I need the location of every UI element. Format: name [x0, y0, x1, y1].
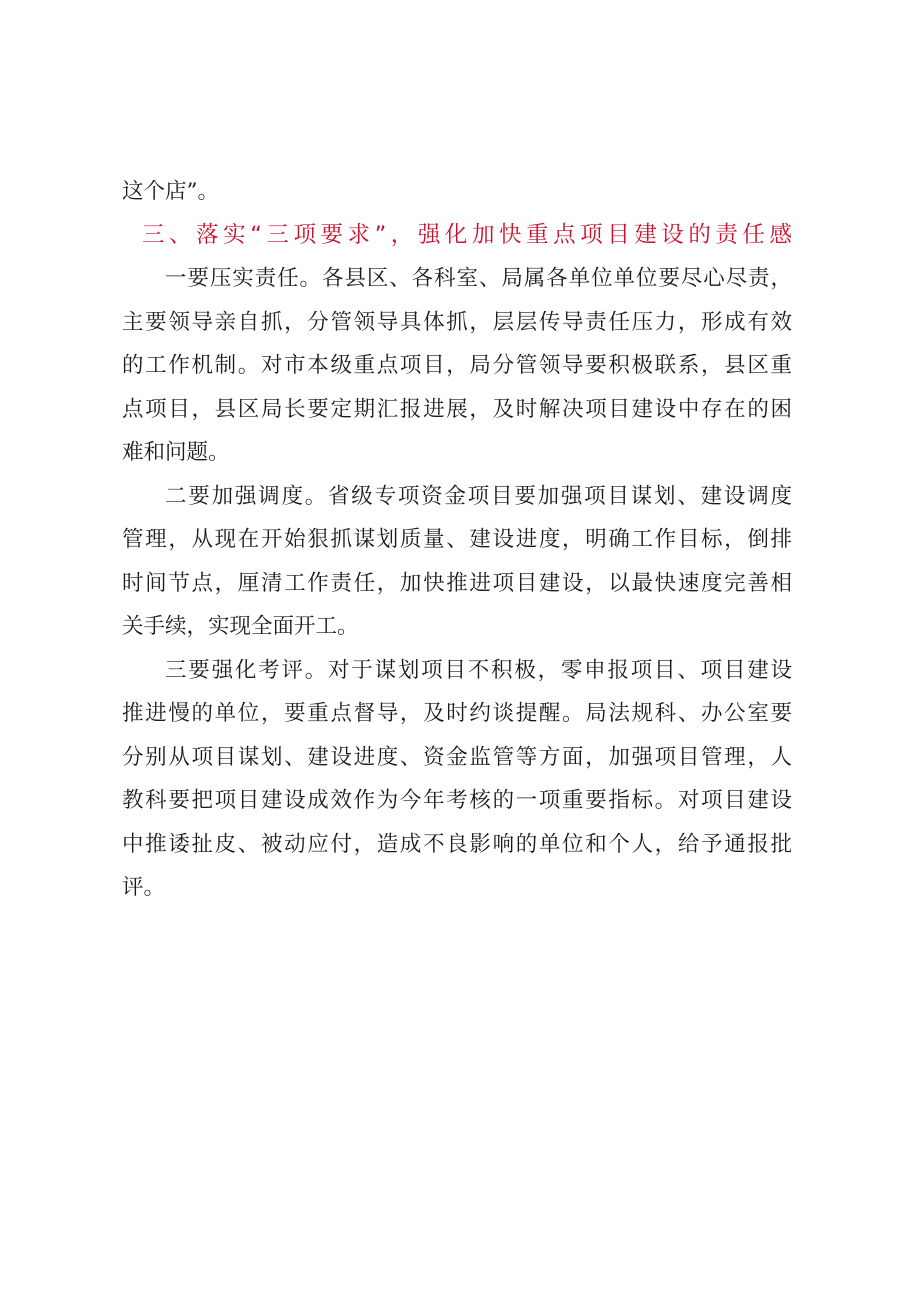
paragraph-line: 推进慢的单位，要重点督导，及时约谈提醒。局法规科、办公室要: [122, 701, 792, 726]
paragraph-line: 难和问题。: [122, 440, 230, 465]
document-body: [122, 170, 792, 910]
paragraph-line: 时间节点，厘清工作责任，加快推进项目建设，以最快速度完善相: [122, 570, 792, 596]
paragraph-line: 管理，从现在开始狠抓谋划质量、建设进度，明确工作目标，倒排: [122, 527, 792, 552]
paragraph-line: 教科要把项目建设成效作为今年考核的一项重要指标。对项目建设: [122, 788, 792, 813]
paragraph-line: 一要压实责任。各县区、各科室、局属各单位单位要尽心尽责，: [165, 266, 792, 291]
paragraph-line: 二要加强调度。省级专项资金项目要加强项目谋划、建设调度: [165, 483, 792, 509]
paragraph-line: 评。: [122, 875, 166, 900]
paragraph-line: 关手续，实现全面开工。: [122, 614, 359, 639]
paragraph-line: 分别从项目谋划、建设进度、资金监管等方面，加强项目管理，人: [122, 744, 792, 770]
paragraph-line: 主要领导亲自抓，分管领导具体抓，层层传导责任压力，形成有效: [122, 309, 792, 335]
paragraph-line: 的工作机制。对市本级重点项目，局分管领导要积极联系，县区重: [122, 353, 792, 378]
paragraph-line: 三要强化考评。对于谋划项目不积极，零申报项目、项目建设: [165, 657, 792, 683]
paragraph-line: 中推诿扯皮、被动应付，造成不良影响的单位和个人，给予通报批: [122, 831, 792, 857]
paragraph-line: 这个店”。: [122, 179, 219, 204]
section-heading: 三、落实“三项要求”，强化加快重点项目建设的责任感: [142, 221, 792, 248]
paragraph-line: 点项目，县区局长要定期汇报进展，及时解决项目建设中存在的困: [122, 396, 792, 422]
